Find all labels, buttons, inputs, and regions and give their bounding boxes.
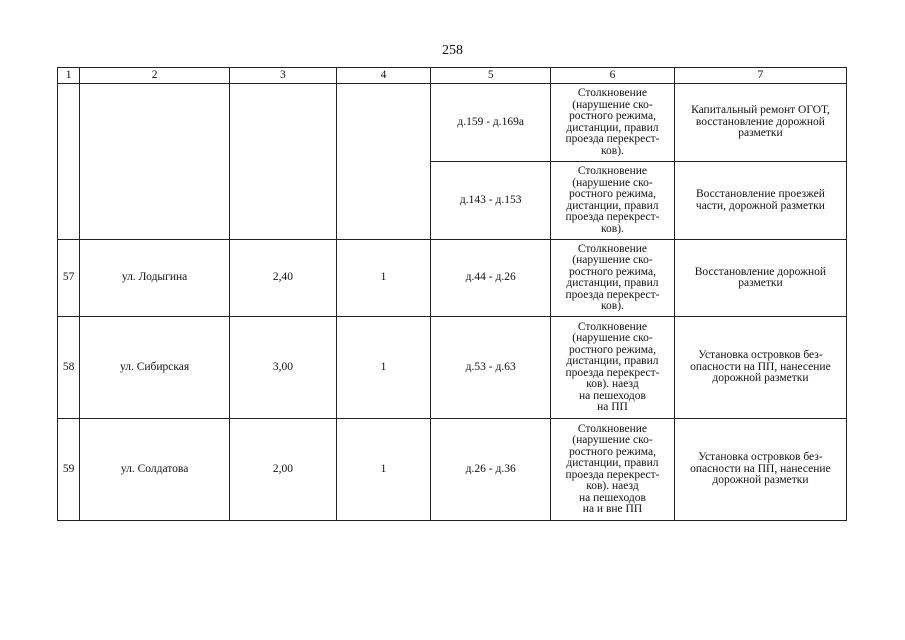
cause-cell: Столкновение (нарушение ско- ростного режима, дистанции, правил проезда перекрест- ков). [551, 240, 675, 317]
count-cell [336, 84, 431, 240]
table-row [58, 84, 847, 162]
table-row [58, 419, 847, 521]
page-number: 258 [442, 43, 463, 58]
count-cell: 1 [336, 419, 431, 521]
row-number-cell [58, 84, 80, 240]
street-cell: ул. Солдатова [80, 419, 230, 521]
column-header: 2 [80, 68, 230, 84]
cause-cell: Столкновение (нарушение ско- ростного режима, дистанции, правил проезда перекрест- ков). [551, 162, 675, 240]
cause-cell: Столкновение (нарушение ско- ростного режима, дистанции, правил проезда перекрест- ков). наезд на пешеходов на ПП [551, 317, 675, 419]
table-row [58, 317, 847, 419]
section-cell: д.143 - д.153 [431, 162, 551, 240]
row-number-cell: 59 [58, 419, 80, 521]
measures-cell: Установка островков без- опасности на ПП, нанесение дорожной разметки [674, 317, 846, 419]
measures-cell: Установка островков без- опасности на ПП, нанесение дорожной разметки [674, 419, 846, 521]
section-cell: д.26 - д.36 [431, 419, 551, 521]
row-number-cell: 58 [58, 317, 80, 419]
table-row [58, 240, 847, 317]
measures-cell: Восстановление проезжей части, дорожной разметки [674, 162, 846, 240]
cause-cell: Столкновение (нарушение ско- ростного режима, дистанции, правил проезда перекрест- ков). наезд на пешеходов на и вне ПП [551, 419, 675, 521]
street-cell [80, 84, 230, 240]
row-number-cell: 57 [58, 240, 80, 317]
column-header: 7 [674, 68, 846, 84]
column-number-row [58, 68, 847, 84]
section-cell: д.44 - д.26 [431, 240, 551, 317]
column-header: 1 [58, 68, 80, 84]
column-header: 5 [431, 68, 551, 84]
column-header: 6 [551, 68, 675, 84]
section-cell: д.159 - д.169а [431, 84, 551, 162]
section-cell: д.53 - д.63 [431, 317, 551, 419]
length-cell [230, 84, 337, 240]
length-cell: 2,40 [230, 240, 337, 317]
measures-cell: Восстановление дорожной разметки [674, 240, 846, 317]
street-cell: ул. Лодыгина [80, 240, 230, 317]
cause-cell: Столкновение (нарушение ско- ростного режима, дистанции, правил проезда перекрест- ков). [551, 84, 675, 162]
count-cell: 1 [336, 317, 431, 419]
measures-cell: Капитальный ремонт ОГОТ, восстановление дорожной разметки [674, 84, 846, 162]
accident-sites-table [57, 67, 847, 521]
column-header: 3 [230, 68, 337, 84]
street-cell: ул. Сибирская [80, 317, 230, 419]
column-header: 4 [336, 68, 431, 84]
count-cell: 1 [336, 240, 431, 317]
length-cell: 3,00 [230, 317, 337, 419]
length-cell: 2,00 [230, 419, 337, 521]
